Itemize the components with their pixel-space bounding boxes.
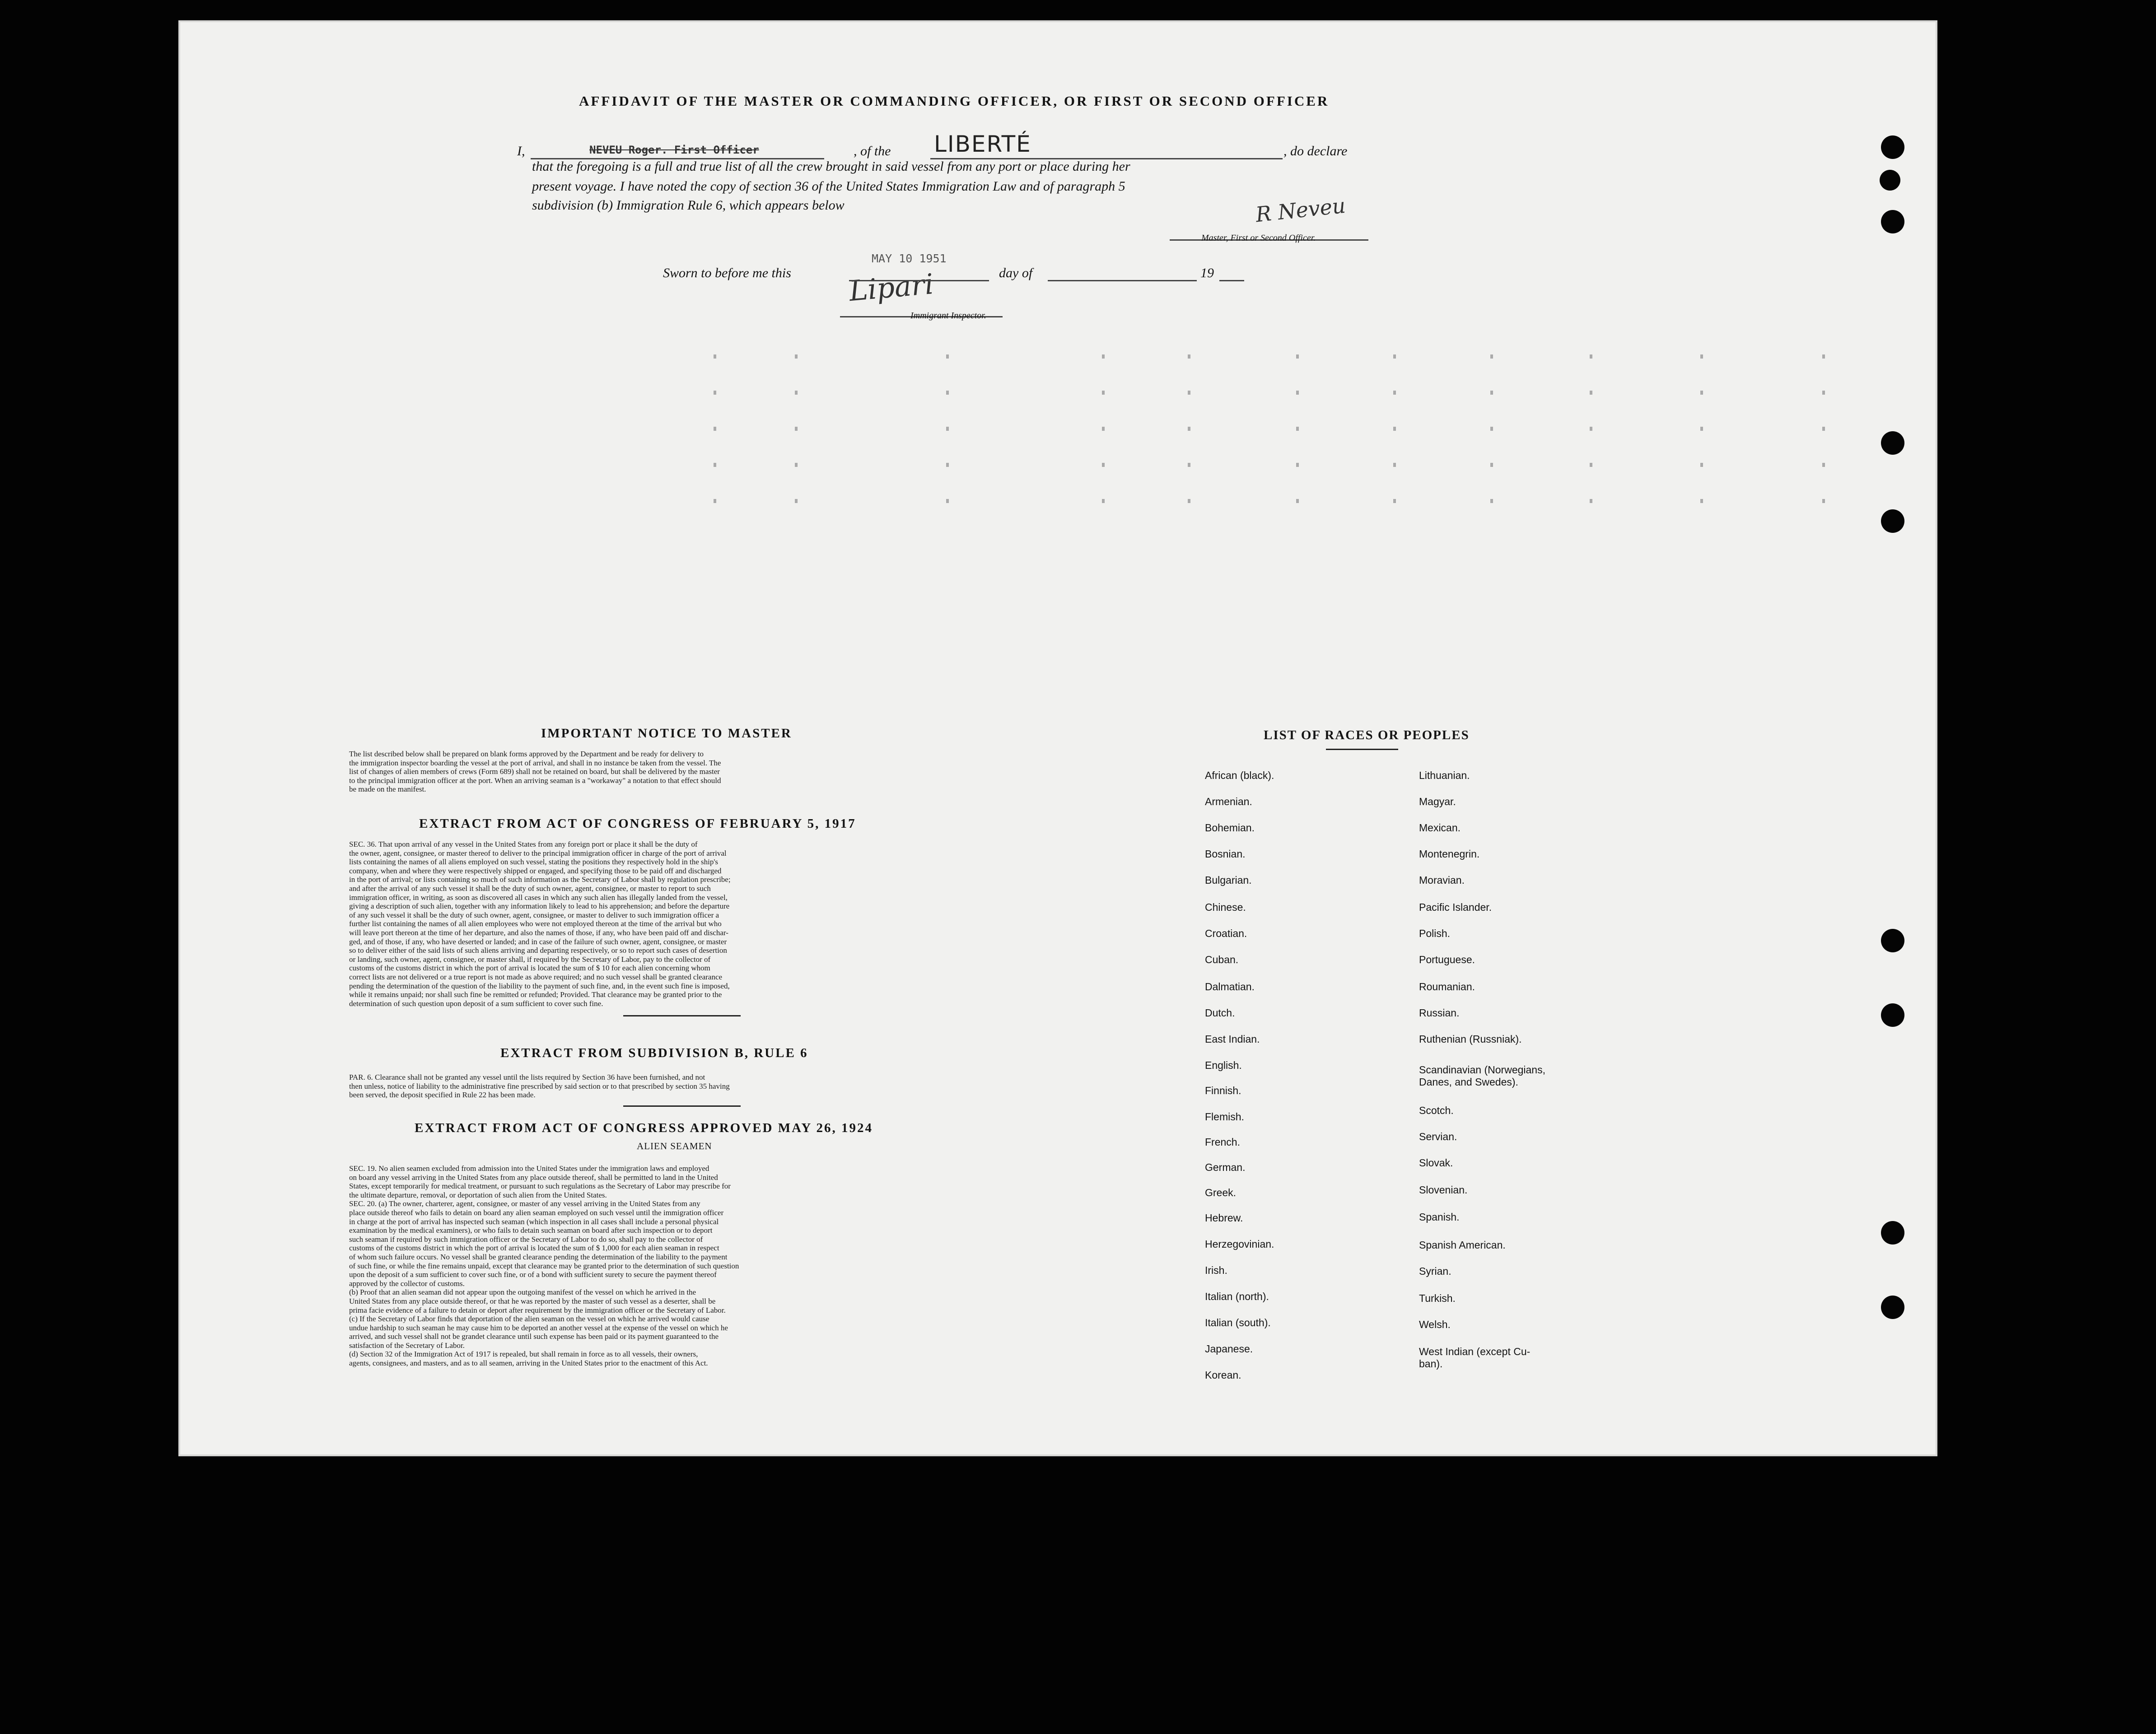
race-right-item: West Indian (except Cu- ban). xyxy=(1419,1346,1531,1370)
race-right-item: Portuguese. xyxy=(1419,954,1475,965)
race-right-item: Ruthenian (Russniak). xyxy=(1419,1033,1522,1045)
race-right-item: Spanish. xyxy=(1419,1211,1460,1223)
faint-mark xyxy=(1296,499,1299,503)
faint-mark xyxy=(1188,463,1190,467)
race-right-item: Magyar. xyxy=(1419,796,1456,807)
affidavit-title: AFFIDAVIT OF THE MASTER OR COMMANDING OFFICER, OR FIRST OR SECOND OFFICER xyxy=(579,93,1330,109)
race-left-item: Finnish. xyxy=(1205,1085,1241,1096)
punch-hole xyxy=(1881,431,1904,455)
race-left-item: Italian (north). xyxy=(1205,1291,1269,1302)
faint-mark xyxy=(946,391,949,395)
race-left-item: Flemish. xyxy=(1205,1111,1244,1123)
faint-mark xyxy=(1102,499,1105,503)
faint-mark xyxy=(1393,463,1396,467)
race-left-item: Japanese. xyxy=(1205,1343,1253,1355)
race-left-item: Bohemian. xyxy=(1205,822,1255,834)
i-label: I, xyxy=(517,144,525,158)
officer-caption: Master, First or Second Officer. xyxy=(1201,233,1316,243)
rule6-heading: EXTRACT FROM SUBDIVISION B, RULE 6 xyxy=(500,1046,808,1060)
faint-mark xyxy=(946,499,949,503)
race-left-item: Greek. xyxy=(1205,1187,1237,1198)
faint-mark xyxy=(1700,463,1703,467)
affidavit-line-2: that the foregoing is a full and true list of all the crew brought in said vessel from any port or place during her xyxy=(532,159,1130,174)
race-left-item: Dutch. xyxy=(1205,1007,1235,1019)
date-stamp: MAY 10 1951 xyxy=(872,252,947,265)
race-left-item: Bosnian. xyxy=(1205,848,1246,860)
faint-mark xyxy=(1188,391,1190,395)
punch-hole xyxy=(1881,929,1904,952)
race-right-item: Scotch. xyxy=(1419,1105,1454,1116)
faint-mark xyxy=(795,427,798,431)
punch-hole xyxy=(1881,1003,1904,1027)
faint-mark xyxy=(946,354,949,359)
inspector-caption: Immigrant Inspector. xyxy=(910,311,986,321)
act-1924-paragraph: SEC. 19. No alien seamen excluded from admission into the United States under the immigration laws and employed on board any vessel arriving in the United States from any place outside thereof, shall be permitted to land in the United States, except temporarily for medical treatment, or pursuant to such regulations as the Secretary of Labor may prescribe for the ultimate departure, removal, or deportation of such alien from the United States. SEC. 20. (a) The owner, charterer, agent, consignee, or master of any vessel arriving in the United States from any place outside thereof who fails to detain on board any alien seaman employed on such vessel until the immigration officer in charge at the port of arrival has inspected such seaman (which inspection in all cases shall include a personal physical examination by the medical examiners), or who fails to detain such seaman on board after such inspection or to deport such seaman if required by such immigration officer or the Secretary of Labor to do so, shall pay to the collector of customs of the customs district in which the port of arrival is located the sum of $ 1,000 for each alien seaman in respect of whom such failure occurs. No vessel shall be granted clearance pending the determination of the liability to the payment of such fine, or while the fine remains unpaid, except that clearance may be granted prior to the determination of such question upon the deposit of a sum sufficient to cover such fine, or of a bond with sufficient surety to secure the payment thereof approved by the collector of customs. (b) Proof that an alien seaman did not appear upon the outgoing manifest of the vessel on which he arrived in the United States from any place outside thereof, or that he was reported by the master of such vessel as a deserter, shall be prima facie evidence of a failure to detain or deport after requirement by the immigration officer or the Secretary of Labor. (c) If the Secretary of Labor finds that deportation of the alien seaman on the vessel on which he arrived would cause undue hardship to such seaman he may cause him to be deported an another vessel at the expense of the vessel on which he arrived, and such vessel shall not be grandet clearance until such expense has been paid or its payment guaranteed to the satisfaction of the Secretary of Labor. (d) Section 32 of the Immigration Act of 1917 is repealed, but shall remain in force as to all vessels, their owners, agents, consignees, and masters, and as to all seamen, arriving in the United States prior to the enactment of this Act. xyxy=(349,1164,739,1368)
race-left-item: Bulgarian. xyxy=(1205,874,1252,886)
divider xyxy=(623,1105,741,1107)
faint-mark xyxy=(1700,499,1703,503)
year-prefix: 19 xyxy=(1200,266,1214,280)
act-1917-heading: EXTRACT FROM ACT OF CONGRESS OF FEBRUARY 5, 1917 xyxy=(419,816,856,831)
act-1924-heading: EXTRACT FROM ACT OF CONGRESS APPROVED MAY 26, 1924 xyxy=(415,1121,873,1135)
race-right-item: Pacific Islander. xyxy=(1419,901,1492,913)
faint-mark xyxy=(1490,391,1493,395)
faint-mark xyxy=(795,499,798,503)
sworn-year-line xyxy=(1219,280,1244,281)
officer-name: NEVEU Roger. First Officer xyxy=(589,144,759,156)
faint-mark xyxy=(1393,499,1396,503)
race-right-item: Moravian. xyxy=(1419,874,1465,886)
race-left-item: East Indian. xyxy=(1205,1033,1260,1045)
race-left-item: English. xyxy=(1205,1059,1242,1071)
race-left-item: Korean. xyxy=(1205,1369,1241,1381)
affidavit-line-3: present voyage. I have noted the copy of section 36 of the United States Immigration Law and of paragraph 5 xyxy=(532,179,1125,194)
faint-mark xyxy=(1822,354,1825,359)
faint-mark xyxy=(1822,427,1825,431)
faint-mark xyxy=(714,463,716,467)
faint-mark xyxy=(1490,354,1493,359)
faint-mark xyxy=(795,354,798,359)
rule6-paragraph: PAR. 6. Clearance shall not be granted any vessel until the lists required by Section 36 have been furnished, and not then unless, notice of liability to the administrative fine prescribed by said section or to that prescribed by section 35 having been served, the deposit specified in Rule 22 has been made. xyxy=(349,1073,730,1100)
faint-mark xyxy=(1822,499,1825,503)
faint-mark xyxy=(1296,463,1299,467)
race-right-item: Spanish American. xyxy=(1419,1239,1506,1251)
do-declare-label: , do declare xyxy=(1283,144,1348,158)
faint-mark xyxy=(714,499,716,503)
faint-mark xyxy=(1822,463,1825,467)
faint-mark xyxy=(1590,391,1592,395)
race-left-item: Dalmatian. xyxy=(1205,981,1255,993)
race-left-item: Hebrew. xyxy=(1205,1212,1243,1224)
punch-hole xyxy=(1881,1221,1904,1245)
faint-mark xyxy=(1296,354,1299,359)
punch-hole xyxy=(1881,210,1904,233)
punch-hole xyxy=(1881,509,1904,533)
faint-mark xyxy=(1188,499,1190,503)
race-left-item: Armenian. xyxy=(1205,796,1252,807)
race-right-item: Turkish. xyxy=(1419,1292,1456,1304)
race-left-item: French. xyxy=(1205,1136,1240,1148)
faint-mark xyxy=(1590,463,1592,467)
race-right-item: Russian. xyxy=(1419,1007,1460,1019)
faint-mark xyxy=(1102,427,1105,431)
punch-hole xyxy=(1880,170,1900,191)
day-of-label: day of xyxy=(999,266,1033,280)
faint-mark xyxy=(1490,427,1493,431)
faint-mark xyxy=(946,463,949,467)
officer-signature: R Neveu xyxy=(1254,193,1347,227)
sworn-day-line xyxy=(849,280,989,281)
faint-mark xyxy=(1700,427,1703,431)
faint-mark xyxy=(1393,391,1396,395)
faint-mark xyxy=(795,391,798,395)
faint-mark xyxy=(1590,427,1592,431)
vessel-name: LIBERTÉ xyxy=(934,131,1031,157)
divider xyxy=(623,1015,741,1016)
faint-mark xyxy=(1102,354,1105,359)
race-right-item: Slovak. xyxy=(1419,1157,1453,1169)
faint-mark xyxy=(1188,354,1190,359)
punch-hole xyxy=(1881,135,1904,159)
race-right-item: Montenegrin. xyxy=(1419,848,1480,860)
faint-mark xyxy=(1490,463,1493,467)
faint-mark xyxy=(1590,499,1592,503)
punch-hole xyxy=(1881,1296,1904,1319)
faint-mark xyxy=(1393,427,1396,431)
notice-paragraph: The list described below shall be prepared on blank forms approved by the Department and be ready for delivery to the immigration inspector boarding the vessel at the port of arrival, and shall in no instance be taken from the vessel. The list of changes of alien members of crews (Form 689) shall not be retained on board, but shall be delivered by the master to the principal immigration officer at the port. When an arriving seaman is a "workaway" a notation to that effect should be made on the manifest. xyxy=(349,750,721,794)
faint-mark xyxy=(1700,391,1703,395)
sworn-label: Sworn to before me this xyxy=(663,266,791,280)
race-right-item: Mexican. xyxy=(1419,822,1461,834)
faint-mark xyxy=(1188,427,1190,431)
faint-mark xyxy=(1700,354,1703,359)
of-the-label: , of the xyxy=(854,144,891,158)
act-1924-subheading: ALIEN SEAMEN xyxy=(637,1141,712,1151)
act-1917-paragraph: SEC. 36. That upon arrival of any vessel in the United States from any foreign port or place it shall be the duty of the owner, agent, consignee, or master thereof to deliver to the principal immigration officer in charge of the port of arrival lists containing the names of all aliens employed on such vessel, stating the positions they respectively hold in the ship's company, when and where they were respectively shipped or engaged, and specifying those to be paid off and discharged in the port of arrival; or lists containing so much of such information as the Secretary of Labor shall by regulation prescribe; and after the arrival of any such vessel it shall be the duty of such owner, agent, consignee, or master to report to such immigration officer, in writing, as soon as discovered all cases in which any such alien has illegally landed from the vessel, giving a description of such alien, together with any information likely to lead to his apprehension; and before the departure of any such vessel it shall be the duty of such owner, agent, consignee, or master to deliver to such immigration officer a further list containing the names of all alien employees who were not employed thereon at the time of the arrival but who will leave port thereon at the time of her departure, and also the names of those, if any, who have been paid off and dischar- ged, and of those, if any, who have deserted or landed; and in case of the failure of such owner, agent, consignee, or master so to deliver either of the said lists of such aliens arriving and departing respectively, or so to report such cases of desertion or landing, such owner, agent, consignee, or master shall, if required by the Secretary of Labor, pay to the collector of customs of the customs district in which the port of arrival is located the sum of $ 10 for each alien concerning whom correct lists are not delivered or a true report is not made as above required; and no such vessel shall be granted clearance pending the determination of the question of the liability to the payment of such fine, and, in the event such fine is imposed, while it remains unpaid; nor shall such fine be remitted or refunded; Provided. That clearance may be granted prior to the determination of such question upon deposit of a sum sufficient to cover such fine. xyxy=(349,840,731,1008)
faint-mark xyxy=(1490,499,1493,503)
sworn-month-line xyxy=(1048,280,1197,281)
race-right-item: Syrian. xyxy=(1419,1265,1451,1277)
race-right-item: Welsh. xyxy=(1419,1319,1451,1330)
faint-mark xyxy=(1102,391,1105,395)
faint-mark xyxy=(714,391,716,395)
faint-mark xyxy=(1102,463,1105,467)
race-right-item: Polish. xyxy=(1419,928,1451,939)
race-left-item: Irish. xyxy=(1205,1264,1227,1276)
race-left-item: Croatian. xyxy=(1205,928,1247,939)
faint-mark xyxy=(1822,391,1825,395)
faint-mark xyxy=(1393,354,1396,359)
race-right-item: Slovenian. xyxy=(1419,1184,1468,1196)
faint-mark xyxy=(714,427,716,431)
faint-mark xyxy=(946,427,949,431)
race-left-item: Cuban. xyxy=(1205,954,1239,965)
faint-mark xyxy=(1296,427,1299,431)
notice-heading: IMPORTANT NOTICE TO MASTER xyxy=(541,726,792,741)
race-left-item: African (black). xyxy=(1205,769,1274,781)
race-left-item: German. xyxy=(1205,1161,1246,1173)
faint-mark xyxy=(1296,391,1299,395)
race-right-item: Servian. xyxy=(1419,1131,1457,1142)
race-left-item: Italian (south). xyxy=(1205,1317,1271,1328)
divider xyxy=(1326,749,1398,750)
race-right-item: Roumanian. xyxy=(1419,981,1475,993)
race-left-item: Herzegovinian. xyxy=(1205,1238,1274,1250)
faint-mark xyxy=(714,354,716,359)
faint-mark xyxy=(795,463,798,467)
affidavit-line-4: subdivision (b) Immigration Rule 6, which appears below xyxy=(532,198,845,213)
race-right-item: Scandinavian (Norwegians, Danes, and Swedes). xyxy=(1419,1064,1545,1088)
race-left-item: Chinese. xyxy=(1205,901,1246,913)
inspector-signature: Lipari xyxy=(848,267,935,308)
races-heading: LIST OF RACES OR PEOPLES xyxy=(1264,728,1470,742)
race-right-item: Lithuanian. xyxy=(1419,769,1470,781)
faint-mark xyxy=(1590,354,1592,359)
